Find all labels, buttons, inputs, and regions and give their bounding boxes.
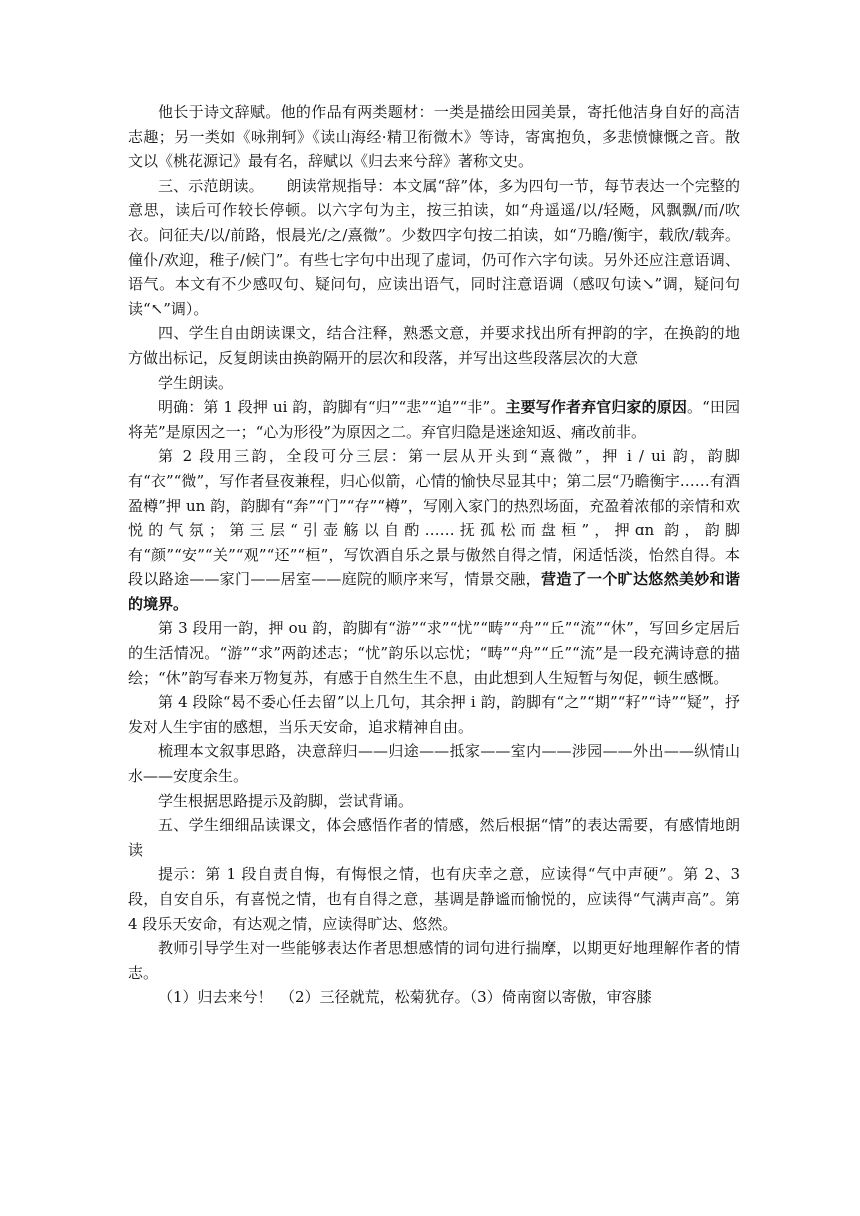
- text-run: 他长于诗文辞赋。他的作品有两类题材：一类是描绘田园美景，寄托他洁身自好的高洁志趣；另一类如《咏荆轲》《读山海经·精卫衔微木》等诗，寄寓抱负，多悲愤慷慨之音。散文以《桃花源记》最有名，辞赋以《归去来兮辞》著称文史。: [128, 103, 740, 171]
- paragraph-p12: [128, 862, 740, 936]
- paragraph-p11: [128, 813, 740, 862]
- paragraph-p5: [128, 395, 740, 444]
- paragraph-p2: [128, 174, 740, 322]
- paragraph-p13: [128, 936, 740, 985]
- text-run: 五、学生细细品读课文，体会感悟作者的情感，然后根据“情”的表达需要，有感情地朗读: [128, 816, 740, 859]
- paragraph-p1: [128, 100, 740, 174]
- paragraph-p10: [128, 789, 740, 814]
- text-run: 第 4 段除“曷不委心任去留”以上几句，其余押 i 韵，韵脚有“之”“期”“耔”“诗”“疑”，抒发对人生宇宙的感想，当乐天安命，追求精神自由。: [128, 693, 740, 736]
- paragraph-p14: [128, 985, 740, 1010]
- paragraph-p3: [128, 321, 740, 370]
- text-run: 四、学生自由朗读课文，结合注释，熟悉文意，并要求找出所有押韵的字，在换韵的地方做出标记，反复朗读由换韵隔开的层次和段落，并写出这些段落层次的大意: [128, 324, 740, 367]
- text-run: 梳理本文叙事思路，决意辞归——归途——抵家——室内——涉园——外出——纵情山水——安度余生。: [128, 742, 740, 786]
- paragraph-p9: [128, 739, 740, 788]
- text-run: 学生根据思路提示及韵脚，尝试背诵。: [158, 791, 414, 810]
- text-run: 教师引导学生对一些能够表达作者思想感情的词句进行揣摩，以期更好地理解作者的情志。: [128, 939, 740, 982]
- bold-text: 营造了一个旷达悠然美妙和谐的境界。: [128, 570, 740, 613]
- text-run: 三、示范朗读。 朗读常规指导：本文属“辞”体，多为四句一节，每节表达一个完整的意思，读后可作较长停顿。以六字句为主，按三拍读，如“舟遥遥/以/轻飏，风飘飘/而/吹衣。问征夫/以/前路，恨晨光/之/熹微”。少数四字句按二拍读，如“乃瞻/衡宇，载欣/载奔。僮仆/欢迎，稚子/候门”。有些七字句中出现了虚词，仍可作六字句读。另外还应注意语调、语气。本文有不少感叹句、疑问句，应读出语气，同时注意语调（感叹句读↘”调，疑问句读“↖”调）。: [128, 176, 740, 318]
- text-run: 提示：第 1 段自责自悔，有悔恨之情，也有庆幸之意，应读得“气中声硬”。第 2、3 段，自安自乐，有喜悦之情，也有自得之意，基调是静谧而愉悦的，应读得“气满声高”。第 4 段乐天安命，有达观之情，应读得旷达、悠然。: [128, 865, 740, 933]
- paragraph-p4: [128, 371, 740, 396]
- text-run: 学生朗读。: [158, 373, 234, 392]
- paragraph-p7: [128, 616, 740, 690]
- paragraph-p6: [128, 444, 740, 616]
- document-body: [128, 100, 740, 1010]
- text-run: 第 2 段用三韵，全段可分三层：第一层从开头到“熹微”，押 i / ui 韵，韵脚有“衣”“微”，写作者昼夜兼程，归心似箭，心情的愉快尽显其中；第二层“乃瞻衡宇……有酒盈樽”押 un 韵，韵脚有“奔”“门”“存”“樽”，写刚入家门的热烈场面，充盈着浓郁的亲情和欢悦的气氛；第三层“引壶觞以自酌……抚孤松而盘桓”，押ɑn 韵，韵脚有“颜”“安”“关”“观”“还”“桓”，写饮酒自乐之景与傲然自得之情，闲适恬淡，怡然自得。本段以路途——家门——居室——庭院的顺序来写，情景交融，: [128, 447, 740, 589]
- paragraph-p8: [128, 690, 740, 739]
- text-run: 第 3 段用一韵，押 ou 韵，韵脚有“游”“求”“忧”“畴”“舟”“丘”“流”“休”，写回乡定居后的生活情况。“游”“求”两韵述志；“忧”韵乐以忘忧；“畴”“舟”“丘”“流”是一段充满诗意的描绘；“休”韵写春来万物复苏，有感于自然生生不息，由此想到人生短暂与匆促，顿生感慨。: [128, 619, 740, 687]
- text-run: 明确：第 1 段押 ui 韵，韵脚有“归”“悲”“追”“非”。: [158, 398, 506, 417]
- text-run: （1）归去来兮！ （2）三径就荒，松菊犹存。（3）倚南窗以寄傲，审容膝: [158, 988, 652, 1007]
- bold-text: 主要写作者弃官归家的原因: [505, 398, 687, 417]
- text-run: 。“田园将芜”是原因之一；“心为形役”为原因之二。弃官归隐是迷途知返、痛改前非。: [128, 398, 740, 441]
